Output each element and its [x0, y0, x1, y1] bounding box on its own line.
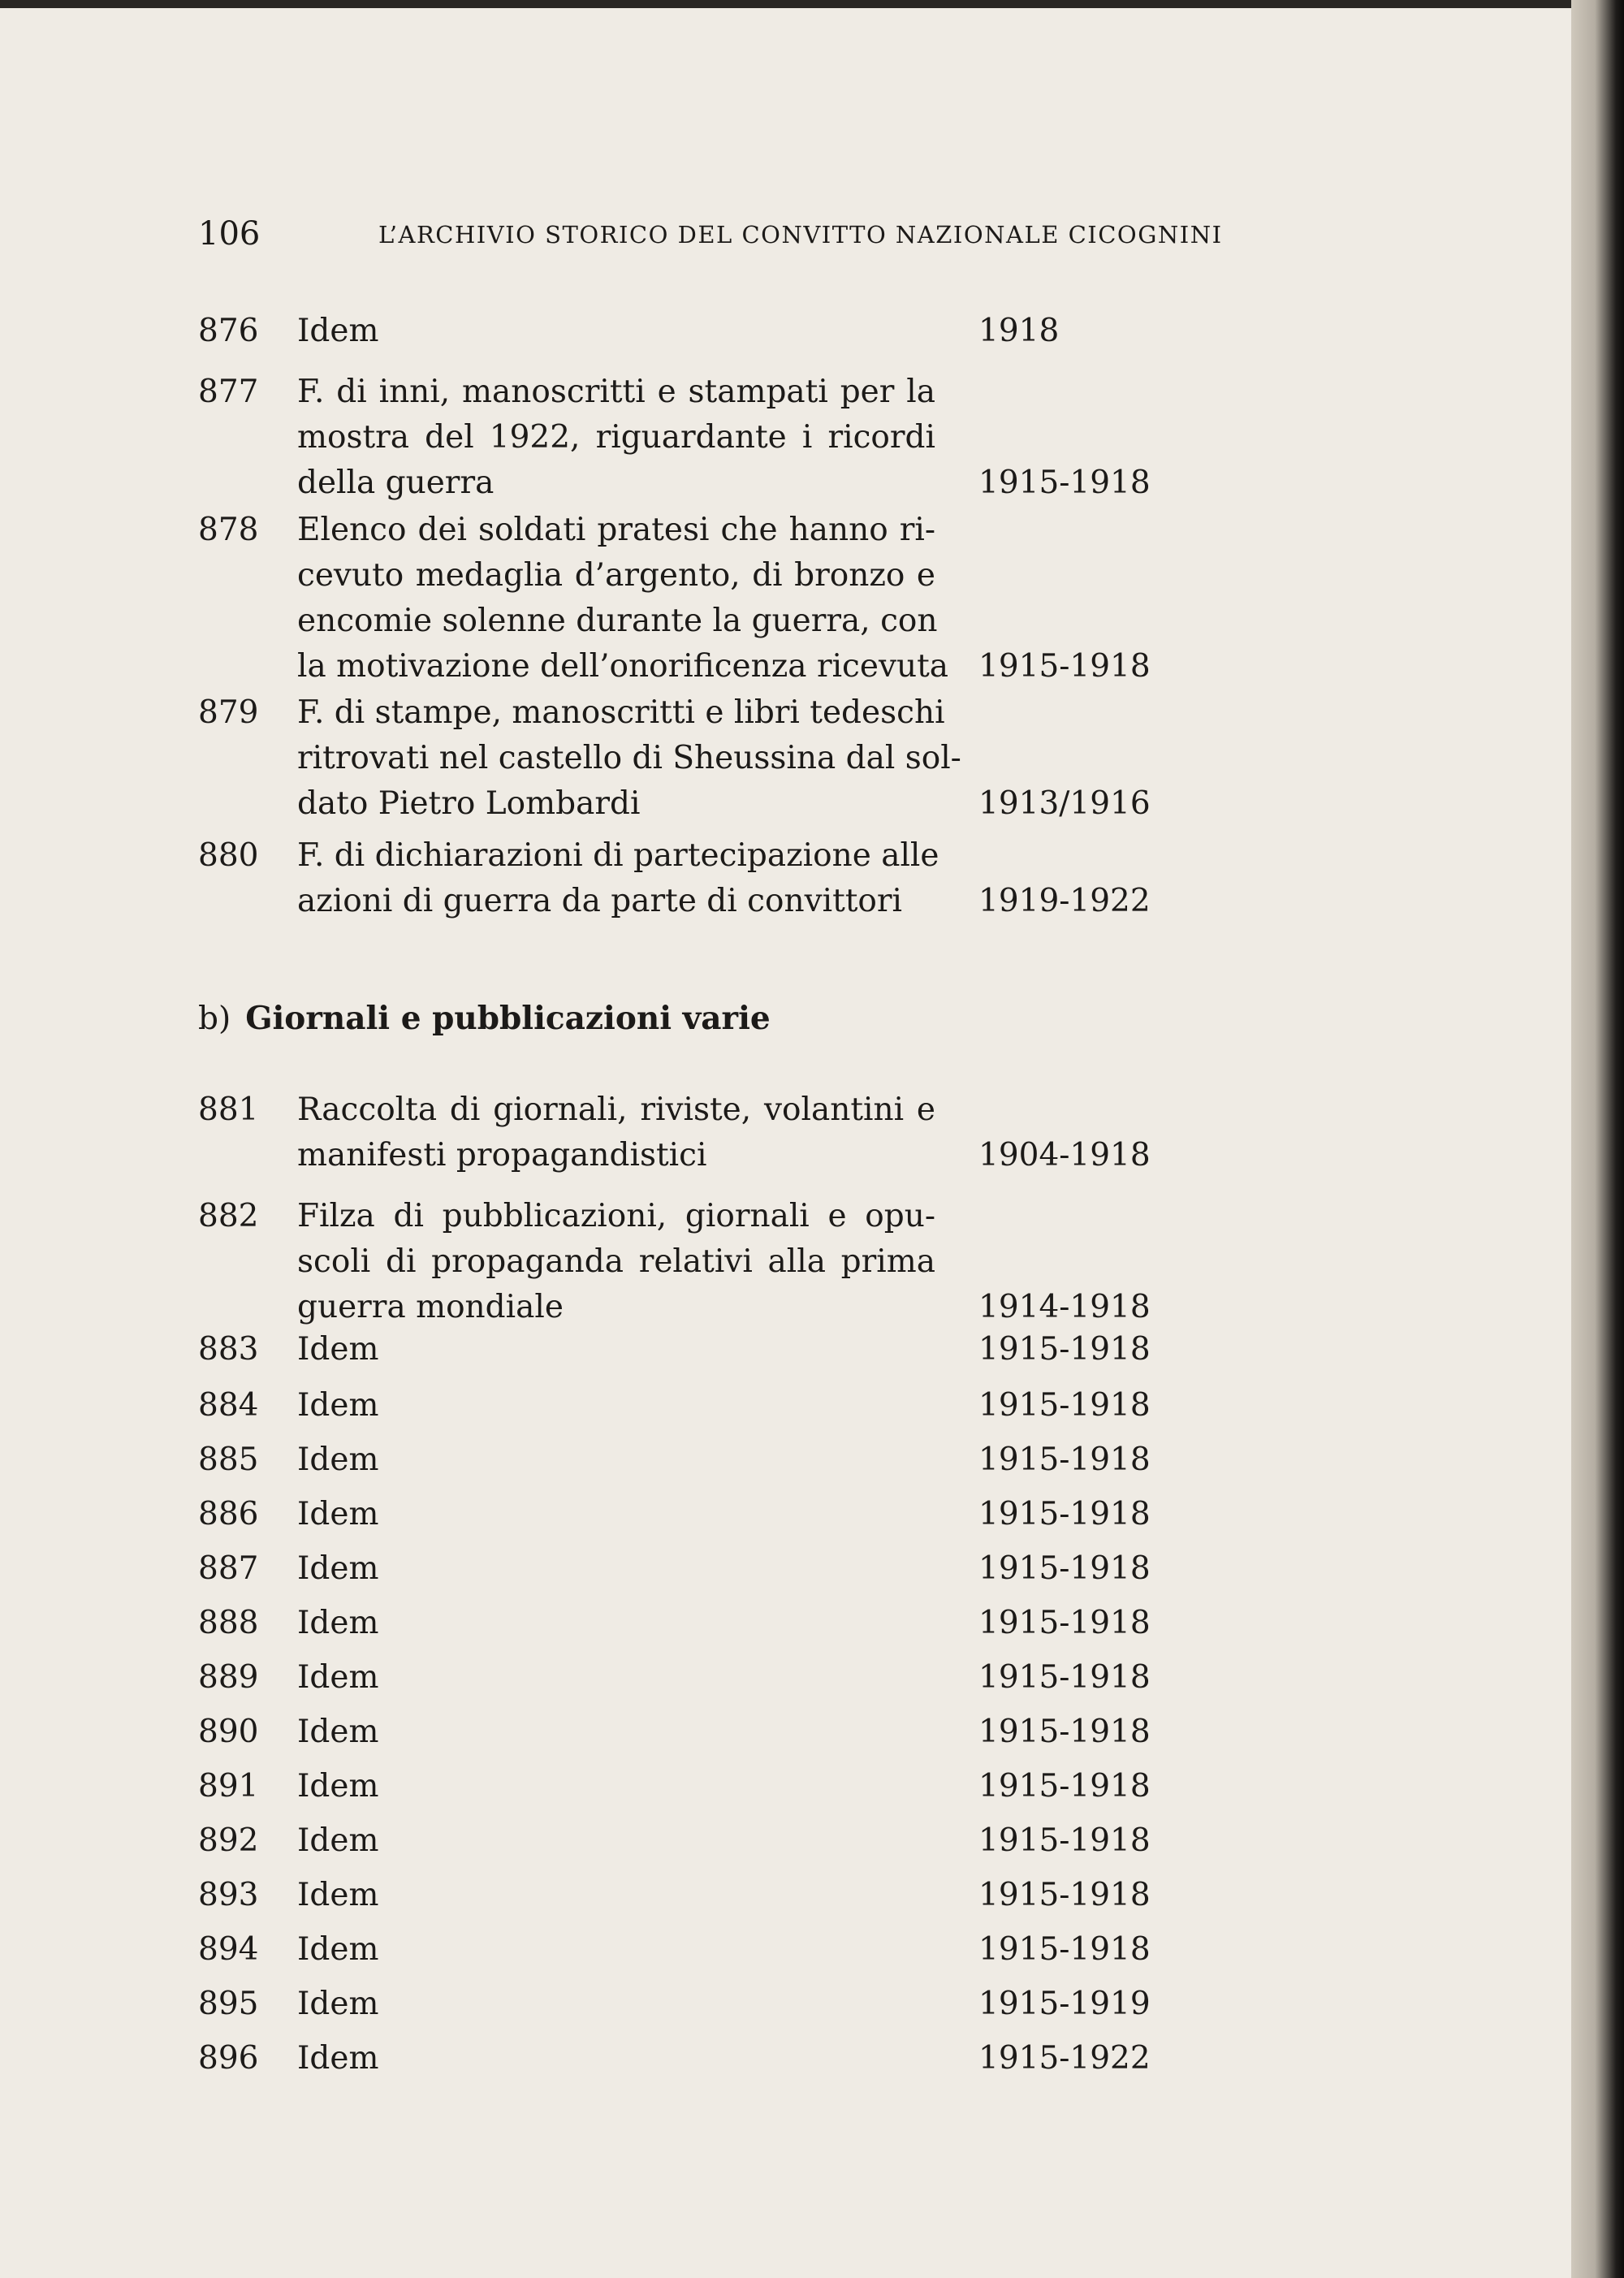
entry-description-line: Idem — [297, 1605, 379, 1641]
entry-date: 1915-1918 — [978, 1659, 1151, 1696]
entry-description-line: la motivazione dell’onorificenza ricevuta — [297, 648, 949, 685]
entry-date: 1915-1918 — [978, 1605, 1151, 1641]
entry-description — [297, 1601, 935, 1646]
entry-number: 881 — [198, 1091, 259, 1128]
entry-description-line: Idem — [297, 1714, 379, 1750]
entry-date: 1915-1918 — [978, 1822, 1151, 1859]
entry-date: 1915-1919 — [978, 1986, 1151, 2022]
entry-description — [297, 1327, 935, 1372]
entry-description-line: Idem — [297, 2040, 379, 2077]
entry-number: 883 — [198, 1331, 259, 1368]
entry-date: 1919-1922 — [978, 883, 1151, 919]
entry-description — [297, 1873, 935, 1918]
entry-description-line: Idem — [297, 1659, 379, 1696]
entry-description-line: mostra del 1922, riguardante i ricordi — [297, 419, 935, 456]
entry-number: 882 — [198, 1198, 259, 1234]
section-heading — [198, 996, 771, 1042]
entry-number: 877 — [198, 374, 259, 410]
entry-description — [297, 1194, 935, 1330]
entry-number: 896 — [198, 2040, 259, 2077]
entry-description — [297, 833, 939, 924]
entry-description — [297, 370, 935, 506]
running-head — [198, 215, 1221, 256]
entry-description-line: della guerra — [297, 465, 495, 501]
entry-description — [297, 1437, 935, 1483]
entry-description — [297, 1383, 935, 1429]
entry-description-line: Raccolta di giornali, riviste, volantini e — [297, 1091, 935, 1128]
entry-description — [297, 2036, 935, 2081]
entry-description-line: F. di dichiarazioni di partecipazione alle — [297, 837, 939, 874]
entry-description-line: scoli di propaganda relativi alla prima — [297, 1243, 935, 1280]
entry-description — [297, 1546, 935, 1592]
entry-description — [297, 1982, 935, 2027]
entry-description — [297, 508, 949, 689]
entry-description-line: Elenco dei soldati pratesi che hanno ri- — [297, 512, 935, 548]
entry-description — [297, 1087, 935, 1178]
entry-number: 880 — [198, 837, 259, 874]
page-number: 106 — [198, 215, 261, 253]
entry-description-line: cevuto medaglia d’argento, di bronzo e — [297, 557, 935, 594]
entry-number: 887 — [198, 1550, 259, 1587]
entry-date: 1913/1916 — [978, 785, 1151, 822]
entry-number: 894 — [198, 1931, 259, 1968]
entry-number: 885 — [198, 1442, 259, 1478]
entry-number: 895 — [198, 1986, 259, 2022]
entry-number: 892 — [198, 1822, 259, 1859]
entry-description-line: Idem — [297, 1387, 379, 1424]
entry-date: 1915-1918 — [978, 1931, 1151, 1968]
entry-description-line: guerra mondiale — [297, 1289, 564, 1325]
entry-description-line: Idem — [297, 1496, 379, 1532]
entry-date: 1915-1918 — [978, 1550, 1151, 1587]
entry-date: 1915-1918 — [978, 1768, 1151, 1805]
section-letter: b) — [198, 1001, 231, 1037]
entry-number: 876 — [198, 313, 259, 349]
entry-description-line: Idem — [297, 1877, 379, 1913]
entry-description-line: Idem — [297, 1331, 379, 1368]
entry-description — [297, 1818, 935, 1864]
entry-date: 1918 — [978, 313, 1060, 349]
entry-number: 888 — [198, 1605, 259, 1641]
entry-description-line: Idem — [297, 1986, 379, 2022]
entry-description-line: Idem — [297, 1822, 379, 1859]
entry-description-line: manifesti propagandistici — [297, 1137, 707, 1174]
entry-description — [297, 309, 935, 354]
entry-description — [297, 1927, 935, 1973]
entry-number: 886 — [198, 1496, 259, 1532]
entry-number: 884 — [198, 1387, 259, 1424]
entry-date: 1915-1918 — [978, 1442, 1151, 1478]
entry-description — [297, 1655, 935, 1701]
entry-number: 889 — [198, 1659, 259, 1696]
entry-date: 1915-1918 — [978, 648, 1151, 685]
entry-description-line: F. di stampe, manoscritti e libri tedeschi — [297, 694, 945, 731]
entry-description — [297, 1492, 935, 1537]
entry-date: 1904-1918 — [978, 1137, 1151, 1174]
entry-description-line: Idem — [297, 1768, 379, 1805]
entry-description-line: Idem — [297, 1442, 379, 1478]
entry-number: 879 — [198, 694, 259, 731]
entry-description-line: ritrovati nel castello di Sheussina dal sol- — [297, 740, 961, 776]
entry-description-line: Idem — [297, 1550, 379, 1587]
entry-number: 878 — [198, 512, 259, 548]
entry-description-line: dato Pietro Lombardi — [297, 785, 641, 822]
entry-date: 1915-1918 — [978, 1877, 1151, 1913]
entry-date: 1915-1922 — [978, 2040, 1151, 2077]
entry-number: 891 — [198, 1768, 259, 1805]
entry-number: 893 — [198, 1877, 259, 1913]
entry-date: 1915-1918 — [978, 465, 1151, 501]
entry-number: 890 — [198, 1714, 259, 1750]
entry-description-line: Idem — [297, 313, 379, 349]
top-edge-shadow — [0, 0, 1571, 8]
entry-description-line: F. di inni, manoscritti e stampati per la — [297, 374, 935, 410]
running-head-title: L’ARCHIVIO STORICO DEL CONVITTO NAZIONALE CICOGNINI — [378, 221, 1223, 249]
entry-date: 1915-1918 — [978, 1387, 1151, 1424]
entry-date: 1915-1918 — [978, 1331, 1151, 1368]
entry-description-line: Filza di pubblicazioni, giornali e opu- — [297, 1198, 935, 1234]
book-spine-edge — [1571, 0, 1624, 2278]
entry-description-line: azioni di guerra da parte di convittori — [297, 883, 903, 919]
entry-description — [297, 1710, 935, 1755]
entry-description-line: encomie solenne durante la guerra, con — [297, 603, 938, 639]
section-title: Giornali e pubblicazioni varie — [245, 1000, 771, 1037]
entry-description — [297, 1764, 935, 1809]
entry-date: 1915-1918 — [978, 1496, 1151, 1532]
entry-description — [297, 690, 961, 827]
entry-date: 1915-1918 — [978, 1714, 1151, 1750]
entry-date: 1914-1918 — [978, 1289, 1151, 1325]
entry-description-line: Idem — [297, 1931, 379, 1968]
